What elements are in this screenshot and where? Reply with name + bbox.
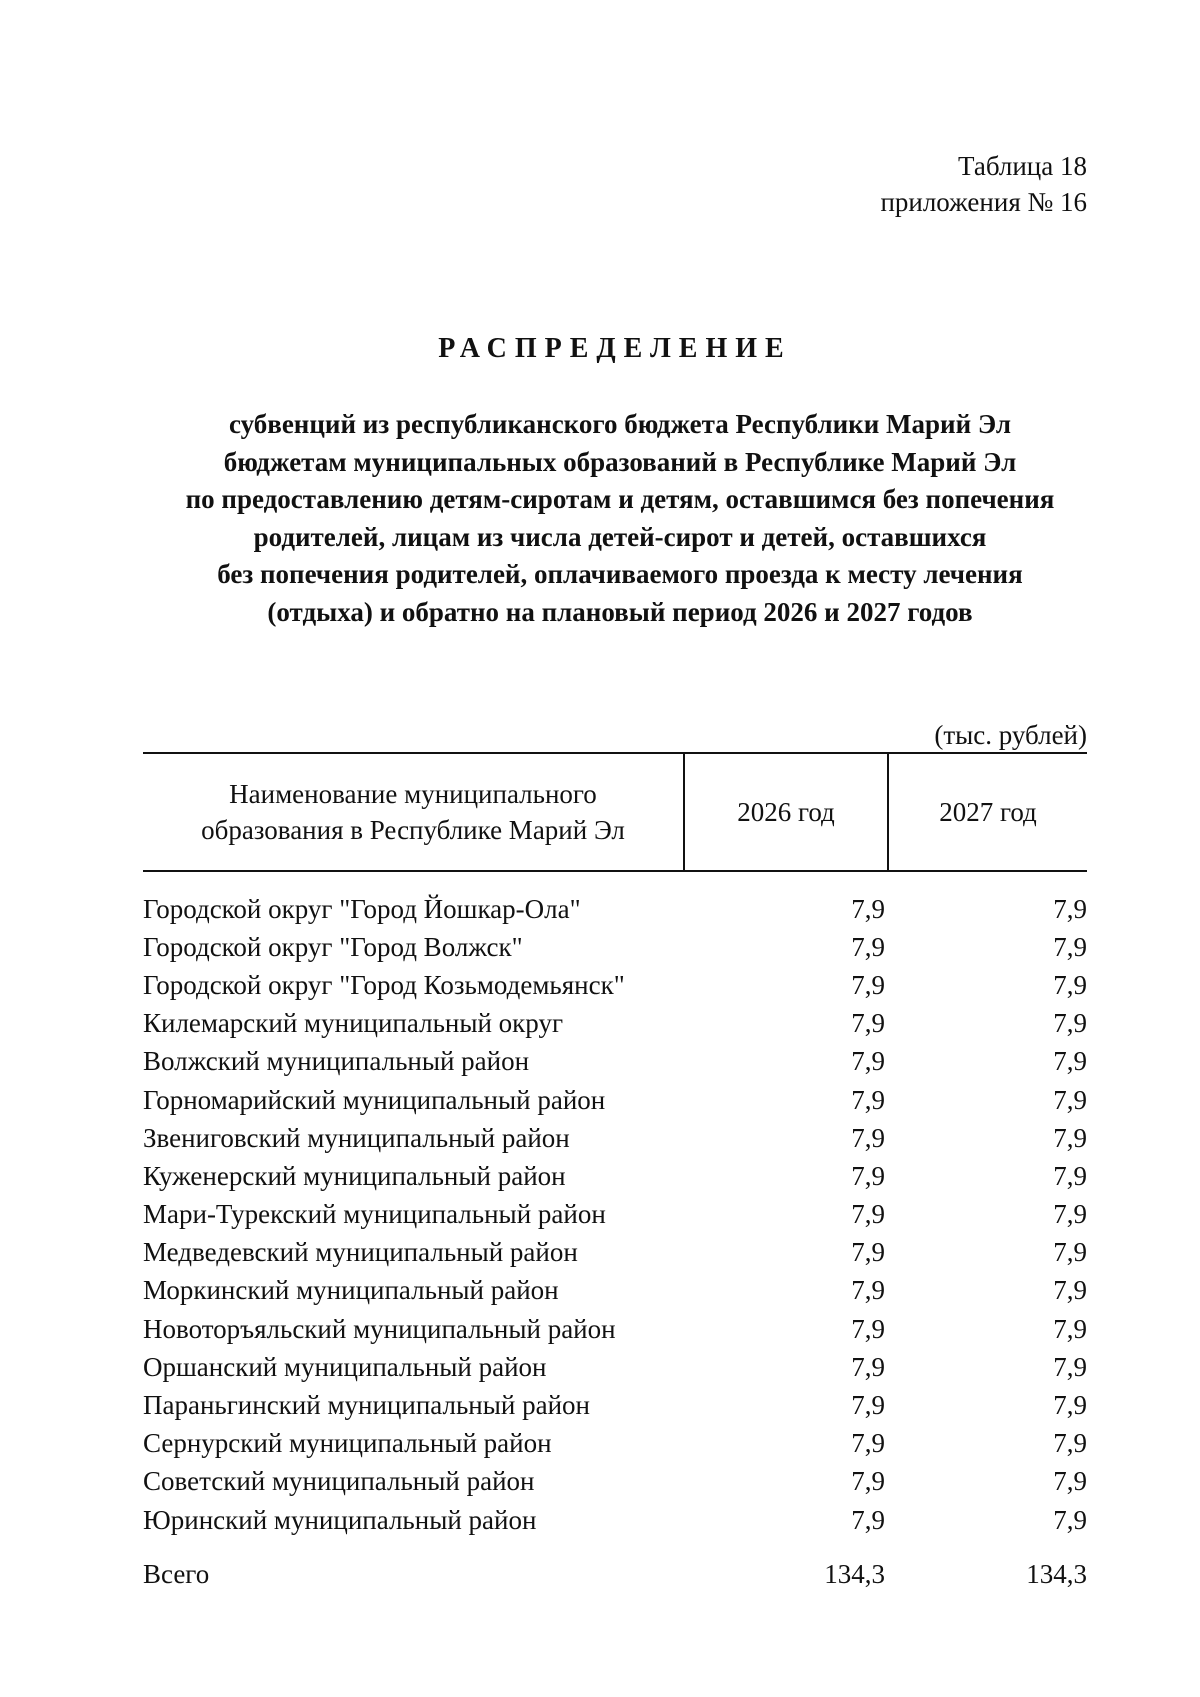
value-2027: 7,9: [1053, 1275, 1087, 1306]
subtitle-line: по предоставлению детям-сиротам и детям, оставшимся без попечения: [185, 484, 1055, 514]
value-2026: 7,9: [851, 1199, 885, 1230]
table-row: [143, 1081, 1087, 1119]
subtitle-line: (отдыха) и обратно на плановый период 2026 и 2027 годов: [267, 596, 973, 627]
value-2026: 7,9: [851, 1275, 885, 1306]
value-2026: 7,9: [851, 1504, 885, 1535]
municipality-name: Медведевский муниципальный район: [143, 1237, 578, 1268]
table-header: [143, 752, 1087, 872]
document-subtitle: [140, 406, 1100, 631]
value-2027: 7,9: [1053, 1237, 1087, 1268]
column-header-name-line: образования в Республике Марий Эл: [201, 815, 625, 845]
municipality-name: Волжский муниципальный район: [143, 1046, 530, 1077]
value-2027: 7,9: [1053, 1466, 1087, 1497]
total-2026: 134,3: [824, 1558, 885, 1589]
municipality-name: Куженерский муниципальный район: [143, 1160, 566, 1191]
subtitle-line: субвенций из республиканского бюджета Республики Марий Эл: [228, 409, 1012, 439]
total-label: Всего: [143, 1558, 210, 1589]
value-2026: 7,9: [851, 1122, 885, 1153]
table-row: [143, 928, 1087, 966]
table-number: Таблица 18: [958, 151, 1087, 181]
table-row: [143, 1005, 1087, 1043]
total-2027: 134,3: [1026, 1558, 1087, 1589]
municipality-name: Сернурский муниципальный район: [143, 1428, 552, 1459]
value-2026: 7,9: [851, 893, 885, 924]
municipality-name: Моркинский муниципальный район: [143, 1275, 559, 1306]
value-2027: 7,9: [1053, 893, 1087, 924]
value-2027: 7,9: [1053, 1351, 1087, 1382]
value-2027: 7,9: [1053, 1313, 1087, 1344]
value-2027: 7,9: [1053, 1390, 1087, 1421]
table-reference: [880, 148, 1087, 220]
table-row: [143, 1425, 1087, 1463]
table-row: [143, 1272, 1087, 1310]
value-2027: 7,9: [1053, 1008, 1087, 1039]
table-row: [143, 1196, 1087, 1234]
value-2027: 7,9: [1053, 1428, 1087, 1459]
municipality-name: Оршанский муниципальный район: [143, 1351, 547, 1382]
subtitle-line: родителей, лицам из числа детей-сирот и детей, оставшихся: [253, 521, 987, 552]
table-body: [143, 890, 1087, 1539]
value-2026: 7,9: [851, 1237, 885, 1268]
subtitle-line: без попечения родителей, оплачиваемого проезда к месту лечения: [217, 559, 1023, 589]
municipality-name: Килемарский муниципальный округ: [143, 1008, 564, 1039]
table-row: [143, 890, 1087, 928]
table-row: [143, 1234, 1087, 1272]
table-row: [143, 966, 1087, 1004]
column-header-2026: 2026 год: [683, 754, 889, 870]
municipality-name: Городской округ "Город Козьмодемьянск": [143, 969, 625, 1000]
column-header-name-line: Наименование муниципального: [229, 779, 597, 809]
value-2026: 7,9: [851, 1466, 885, 1497]
column-header-2027: 2027 год: [939, 797, 1037, 827]
table-row: [143, 1119, 1087, 1157]
subtitle-line: бюджетам муниципальных образований в Республике Марий Эл: [223, 446, 1017, 477]
value-2026: 7,9: [851, 931, 885, 962]
value-2027: 7,9: [1053, 969, 1087, 1000]
value-2027: 7,9: [1053, 1046, 1087, 1077]
table-row: [143, 1157, 1087, 1195]
distribution-table: [143, 752, 1087, 1593]
value-2027: 7,9: [1053, 1122, 1087, 1153]
municipality-name: Юринский муниципальный район: [143, 1504, 537, 1535]
municipality-name: Параньгинский муниципальный район: [143, 1390, 590, 1421]
value-2026: 7,9: [851, 1160, 885, 1191]
value-2026: 7,9: [851, 969, 885, 1000]
table-row: [143, 1043, 1087, 1081]
municipality-name: Горномарийский муниципальный район: [143, 1084, 606, 1115]
value-2026: 7,9: [851, 1008, 885, 1039]
value-2026: 7,9: [851, 1428, 885, 1459]
table-row: [143, 1463, 1087, 1501]
document-title: РАСПРЕДЕЛЕНИЕ: [438, 333, 792, 364]
municipality-name: Мари-Турекский муниципальный район: [143, 1199, 606, 1230]
municipality-name: Городской округ "Город Волжск": [143, 931, 523, 962]
municipality-name: Городской округ "Город Йошкар-Ола": [143, 893, 581, 924]
value-2026: 7,9: [851, 1390, 885, 1421]
value-2027: 7,9: [1053, 1504, 1087, 1535]
value-2027: 7,9: [1053, 1199, 1087, 1230]
municipality-name: Советский муниципальный район: [143, 1466, 535, 1497]
table-row: [143, 1386, 1087, 1424]
municipality-name: Звениговский муниципальный район: [143, 1122, 570, 1153]
value-2027: 7,9: [1053, 931, 1087, 962]
column-header-name: [143, 754, 683, 870]
value-2026: 7,9: [851, 1351, 885, 1382]
value-2027: 7,9: [1053, 1160, 1087, 1191]
value-2026: 7,9: [851, 1313, 885, 1344]
units-label: (тыс. рублей): [934, 720, 1087, 750]
table-row: [143, 1348, 1087, 1386]
appendix-number: приложения № 16: [880, 187, 1087, 217]
value-2027: 7,9: [1053, 1084, 1087, 1115]
value-2026: 7,9: [851, 1046, 885, 1077]
table-row: [143, 1310, 1087, 1348]
total-row: [143, 1555, 1087, 1593]
municipality-name: Новоторъяльский муниципальный район: [143, 1313, 616, 1344]
value-2026: 7,9: [851, 1084, 885, 1115]
table-row: [143, 1501, 1087, 1539]
